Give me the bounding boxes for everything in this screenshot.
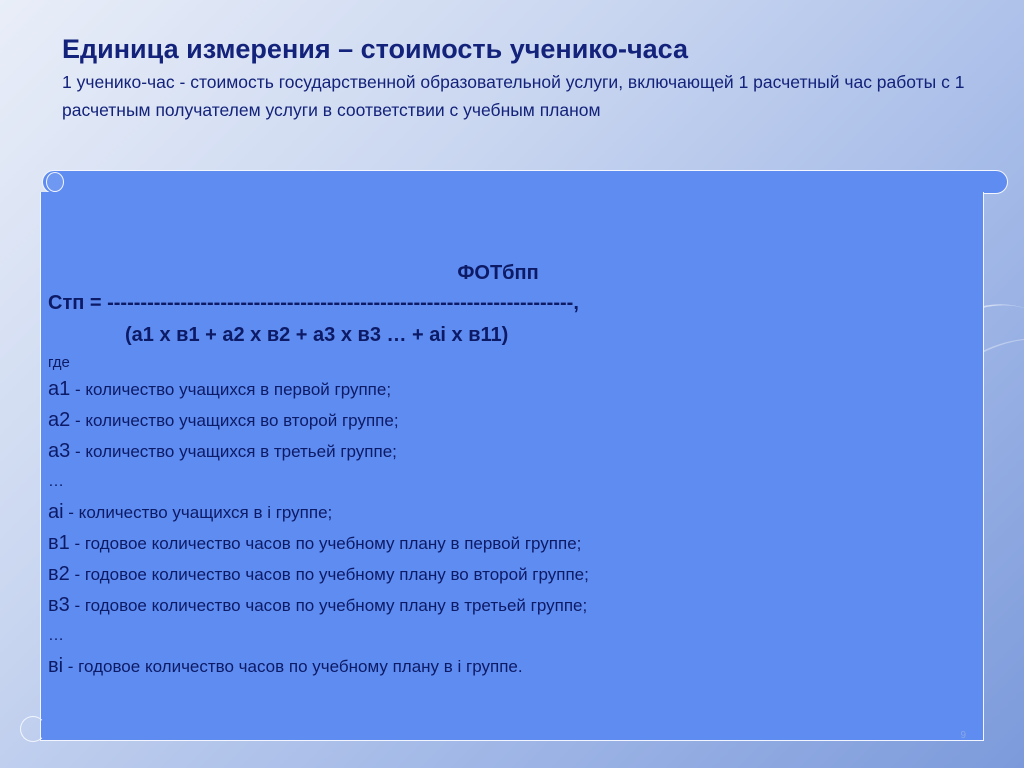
formula-numerator: ФОТбпп <box>457 262 539 284</box>
scroll-curl-bottom <box>20 716 46 742</box>
definition-b3 <box>48 590 948 621</box>
formula-content <box>48 258 948 682</box>
slide-subtitle: 1 ученико-час - стоимость государственной образовательной услуги, включающей 1 расчетный час работы с 1 расчетным получателем услуги в соответствии с учебным планом <box>62 72 965 120</box>
title-block <box>62 30 982 124</box>
definition-text: - годовое количество часов по учебному плану в третьей группе; <box>69 596 588 615</box>
ellipsis-line <box>48 467 948 497</box>
variable-name: а1 <box>48 378 71 400</box>
formula-denominator: (а1 х в1 + а2 х в2 + а3 х в3 … + аi х в11) <box>125 324 509 346</box>
definition-a1 <box>48 374 948 405</box>
definition-a3 <box>48 436 948 467</box>
definition-text: - количество учащихся в i группе; <box>63 503 333 522</box>
definition-a2 <box>48 405 948 436</box>
variable-name: а3 <box>48 440 71 462</box>
definition-text: - годовое количество часов по учебному плану во второй группе; <box>69 565 589 584</box>
variable-name: в2 <box>48 563 70 585</box>
ellipsis-line <box>48 621 948 651</box>
definition-text: - количество учащихся во второй группе; <box>70 411 399 430</box>
definition-text: - годовое количество часов по учебному плану в первой группе; <box>69 534 582 553</box>
scroll-curl-top <box>46 172 64 192</box>
definition-b2 <box>48 559 948 590</box>
variable-name: а2 <box>48 409 71 431</box>
variable-name: в3 <box>48 594 70 616</box>
slide-title: Единица измерения – стоимость ученико-часа <box>62 34 688 64</box>
definition-text: - годовое количество часов по учебному плану в i группе. <box>63 657 523 676</box>
ellipsis-text: … <box>48 473 64 490</box>
definition-text: - количество учащихся в третьей группе; <box>70 442 397 461</box>
variable-name: в1 <box>48 532 70 554</box>
variable-name: аi <box>48 501 64 523</box>
definition-b1 <box>48 528 948 559</box>
variable-name: вi <box>48 655 64 677</box>
definition-bi <box>48 651 948 682</box>
definition-ai <box>48 497 948 528</box>
page-number: 9 <box>960 730 966 741</box>
formula-lhs: Стп = ----------------------------------------------------------------------, <box>48 292 579 314</box>
scroll-top-roll <box>42 170 1008 194</box>
definition-text: - количество учащихся в первой группе; <box>70 380 392 399</box>
ellipsis-text: … <box>48 627 64 644</box>
where-label: где <box>48 354 70 371</box>
